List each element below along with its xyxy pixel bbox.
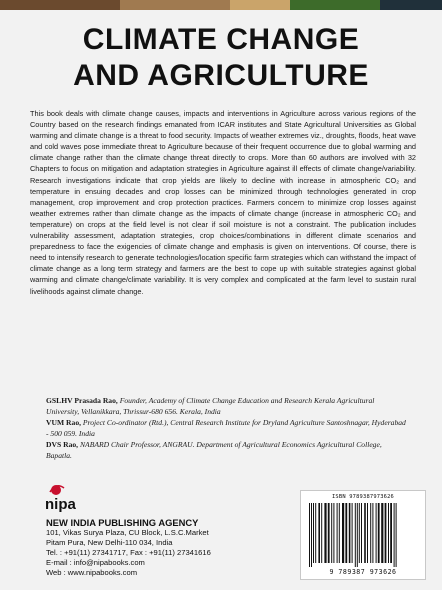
author-affiliation: NABARD Chair Professor, ANGRAU. Department of Agricultural Economics Agricultural College, Bapatla. xyxy=(46,440,382,460)
publisher-logo xyxy=(44,480,86,512)
strip-segment xyxy=(120,0,230,10)
barcode-bar xyxy=(367,503,368,563)
barcode-bar xyxy=(388,503,389,563)
barcode-bar xyxy=(313,503,314,563)
book-title-line-1: CLIMATE CHANGE xyxy=(82,23,360,56)
author-name: DVS Rao, xyxy=(46,440,79,450)
barcode-bar xyxy=(337,503,338,563)
author-name: GSLHV Prasada Rao, xyxy=(46,396,118,405)
strip-segment xyxy=(0,0,120,10)
publisher-phone: Tel. : +91(11) 27341717, Fax : +91(11) 27341616 xyxy=(46,547,211,557)
barcode-bar xyxy=(311,503,312,567)
barcode-bar xyxy=(372,503,373,563)
barcode-bar xyxy=(342,503,344,563)
publisher-address-line: Pitam Pura, New Delhi-110 034, India xyxy=(46,537,173,547)
strip-segment xyxy=(290,0,380,10)
publisher-email: E-mail : info@nipabooks.com xyxy=(46,557,145,567)
author-list xyxy=(46,396,406,463)
publisher-info xyxy=(46,517,296,578)
barcode-bar xyxy=(328,503,330,563)
author-entry xyxy=(46,396,406,417)
barcode-bar xyxy=(357,503,358,567)
barcode-bar xyxy=(324,503,326,563)
isbn-label: ISBN 9789387973626 xyxy=(331,494,395,500)
barcode-bar xyxy=(370,503,371,563)
barcode-bar xyxy=(321,503,322,563)
barcode-bar xyxy=(352,503,353,563)
barcode-icon xyxy=(307,503,419,567)
ean-number: 9 789387 973626 xyxy=(329,568,397,576)
strip-segment xyxy=(380,0,442,10)
barcode-bar xyxy=(359,503,360,563)
book-description: This book deals with climate change causes, impacts and interventions in Agriculture across various regions of the Country based on the research findings emanated from ICAR institutes and State Agricultural Universities as Global warming and climate change is a threat to food security. Impacts of weather extremes viz., droughts, floods, heat wave and cold waves pose immediate threat to Agriculture because of their frequent occurrence due to global warming and climate change rather than the climate change threat directly to crops. More than 60 authors are involved with 32 Chapters to focus on mitigation and adaptation strategies in Agriculture against ill effects of climate change/variability. Research investigations indicate that crop yields are likely to decline with increase in atmospheric CO₂ and temperature in ensuing decades and crop losses can be minimized through technologies generated in crop management, crop improvement and crop protection practices. Farmers concern to minimize crop losses against weather extremes rather than climate change as the impacts of climate change (increase in atmospheric CO₂ and temperature) on crops at the field level is not clear if soil moisture is not a constraint. The publication includes vulnerability assessment, adaptation strategies, crop choices/combinations in different climate scenarios and preparedness to face the exigencies of climate change and emphasis is given on interventions. Of course, there is need to intensify research to generate technologies/location specific farm strategies which can withstand the impact of climate change as a long term strategy and farmers are the best to cope up with suitable strategies against global warming and climate change/climate variability. It is very complex and complicated at the farm level to sustain rural livelihoods against climate change. xyxy=(30,109,416,296)
barcode-bar xyxy=(394,503,395,567)
barcode-bar xyxy=(364,503,366,563)
publisher-address-line: 101, Vikas Surya Plaza, CU Block, L.S.C.Market xyxy=(46,528,209,537)
barcode-bar xyxy=(339,503,340,563)
cover-image-strip xyxy=(0,0,442,10)
barcode-bar xyxy=(396,503,397,567)
barcode-bar xyxy=(376,503,377,563)
author-entry xyxy=(46,440,406,461)
barcode-bar xyxy=(331,503,332,563)
author-affiliation: Founder, Academy of Climate Change Education and Research Kerala Agricultural University, Vellanikkara, Thrissur-680 656. Kerala, India xyxy=(46,396,375,416)
author-name: VUM Rao, xyxy=(46,418,82,428)
barcode-bar xyxy=(390,503,392,563)
barcode-panel xyxy=(300,490,426,580)
barcode-bar xyxy=(349,503,351,563)
barcode-bar xyxy=(345,503,347,563)
logo-wordmark: nipa xyxy=(45,496,76,512)
barcode-bar xyxy=(385,503,387,563)
book-title xyxy=(0,22,442,94)
book-title-line-2: AND AGRICULTURE xyxy=(73,59,369,92)
barcode-bar xyxy=(355,503,356,567)
barcode-bar xyxy=(309,503,310,567)
barcode-bar xyxy=(378,503,380,563)
publisher-website: Web : www.nipabooks.com xyxy=(46,567,138,577)
barcode-bar xyxy=(361,503,362,563)
publisher-name: NEW INDIA PUBLISHING AGENCY xyxy=(46,517,199,528)
strip-segment xyxy=(230,0,290,10)
barcode-bar xyxy=(381,503,383,563)
author-entry xyxy=(46,418,406,439)
barcode-bar xyxy=(318,503,320,563)
author-affiliation: Project Co-ordinator (Rtd.), Central Research Institute for Dryland Agriculture Santoshnagar, Hyderabad - 500 059. India xyxy=(46,418,406,438)
barcode-bar xyxy=(315,503,316,563)
barcode-bar xyxy=(333,503,334,563)
